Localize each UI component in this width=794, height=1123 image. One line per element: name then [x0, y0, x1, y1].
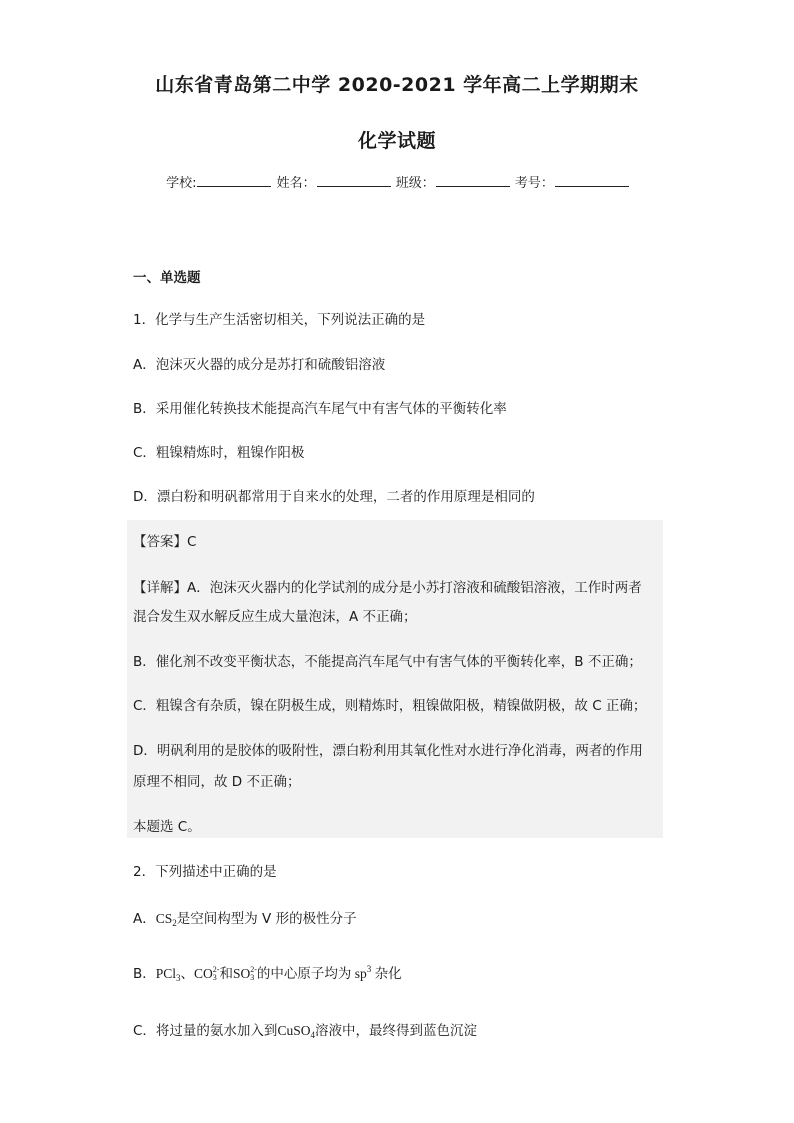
student-info-row — [0, 172, 794, 191]
q2-option-c — [133, 1019, 477, 1040]
option-text: 是空间构型为 V 形的极性分子 — [176, 911, 357, 927]
option-text: 的中心原子均为 — [256, 966, 352, 982]
formula-superscript: 2- — [212, 965, 220, 974]
exam-number-blank[interactable] — [555, 174, 629, 187]
class-blank[interactable] — [436, 174, 510, 187]
separator: 和 — [219, 966, 233, 982]
formula-text: CuSO — [277, 1023, 311, 1038]
q2-option-b — [133, 962, 402, 983]
formula-text: sp — [354, 966, 367, 981]
formula-charge — [250, 966, 257, 982]
formula-subscript: 3 — [250, 973, 255, 982]
school-blank[interactable] — [197, 174, 271, 187]
q1-option-c: C．粗镍精炼时，粗镍作阳极 — [133, 445, 305, 461]
q1-analysis-line: 混合发生双水解反应生成大量泡沫，A 不正确； — [133, 609, 417, 625]
q1-analysis-line: 【详解】A．泡沫灭火器内的化学试剂的成分是小苏打溶液和硫酸铝溶液，工作时两者 — [133, 580, 642, 596]
formula-subscript: 3 — [176, 973, 181, 983]
q1-option-d: D．漂白粉和明矾都常用于自来水的处理，二者的作用原理是相同的 — [133, 489, 535, 505]
hybridization — [351, 966, 374, 981]
option-text: 溶液中，最终得到蓝色沉淀 — [314, 1023, 477, 1039]
name-label: 姓名： — [276, 176, 316, 191]
class-label: 班级： — [395, 176, 435, 191]
q1-analysis-line: 原理不相同，故 D 不正确； — [133, 774, 301, 790]
q1-stem: 1．化学与生产生活密切相关，下列说法正确的是 — [133, 312, 426, 328]
formula-superscript: 3 — [366, 964, 372, 974]
q2-stem: 2．下列描述中正确的是 — [133, 864, 277, 880]
q2-option-a — [133, 907, 357, 928]
q1-analysis-line: B．催化剂不改变平衡状态，不能提高汽车尾气中有害气体的平衡转化率，B 不正确； — [133, 654, 642, 670]
formula-text: CO — [194, 966, 213, 981]
formula-text: SO — [232, 966, 251, 981]
exam-subject-title: 化学试题 — [357, 130, 436, 152]
q1-option-b: B．采用催化转换技术能提高汽车尾气中有害气体的平衡转化率 — [133, 401, 507, 417]
formula-subscript: 4 — [310, 1030, 315, 1040]
option-prefix: B． — [133, 966, 156, 982]
formula-text: CS — [155, 911, 173, 926]
formula-co3 — [194, 966, 219, 981]
answer-box — [127, 520, 663, 838]
formula-so3 — [233, 966, 257, 981]
formula-text: PCl — [155, 966, 177, 981]
q1-analysis-line: D．明矾利用的是胶体的吸附性，漂白粉利用其氧化性对水进行净化消毒，两者的作用 — [133, 743, 643, 759]
exam-title: 山东省青岛第二中学 2020-2021 学年高二上学期期末 — [155, 74, 639, 96]
formula-superscript: 2- — [250, 965, 257, 974]
option-prefix: C．将过量的氨水加入到 — [133, 1023, 278, 1039]
q1-analysis-line: C．粗镍含有杂质，镍在阴极生成，则精炼时，粗镍做阳极，精镍做阴极，故 C 正确； — [133, 698, 647, 714]
school-label: 学校: — [166, 176, 197, 191]
formula-cs2 — [156, 911, 177, 926]
q1-option-a: A．泡沫灭火器的成分是苏打和硫酸铝溶液 — [133, 357, 386, 373]
formula-subscript: 3 — [212, 973, 217, 982]
option-prefix: A． — [133, 911, 156, 927]
formula-cuso4 — [277, 1023, 315, 1038]
exam-number-label: 考号： — [514, 176, 554, 191]
formula-subscript: 2 — [172, 918, 177, 928]
separator: 、 — [180, 966, 195, 982]
q1-conclusion: 本题选 C。 — [133, 819, 201, 835]
section-heading: 一、单选题 — [133, 270, 201, 286]
option-text: 杂化 — [374, 966, 402, 982]
name-blank[interactable] — [317, 174, 391, 187]
formula-pcl3 — [156, 966, 181, 981]
q1-answer: 【答案】C — [133, 534, 197, 550]
